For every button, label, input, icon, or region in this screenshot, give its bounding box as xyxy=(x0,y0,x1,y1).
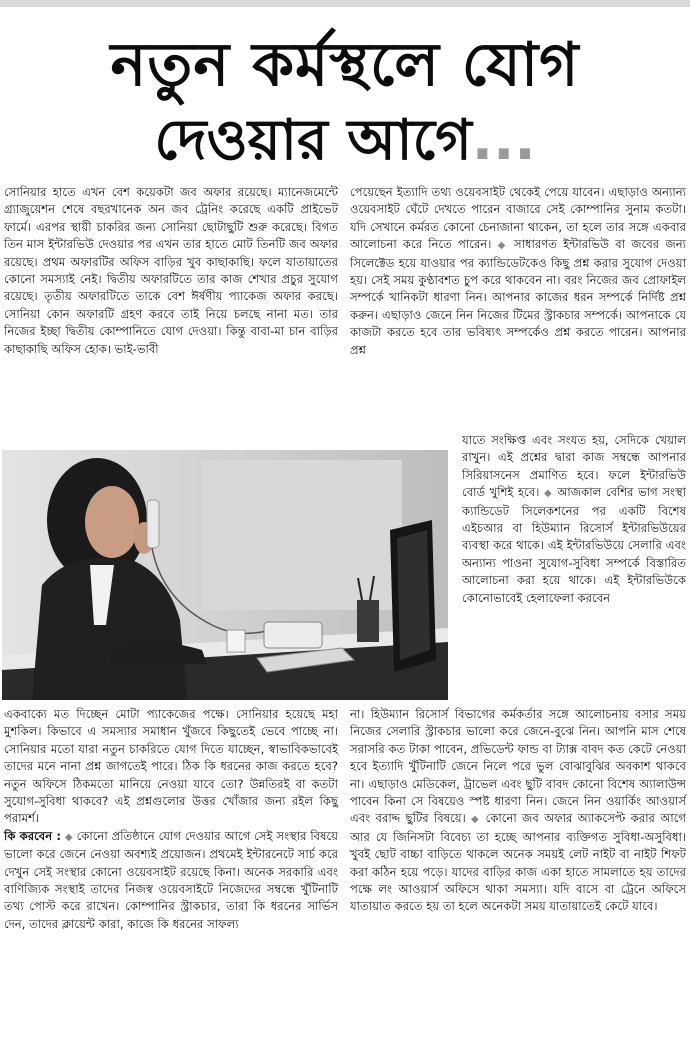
headline-dots: ... xyxy=(471,108,536,173)
paragraph-text: কোনো প্রতিষ্ঠানে যোগ দেওয়ার আগে সেই সংস্থার বিষয়ে ভালো করে জেনে নেওয়া অবশ্যই প্রয়োজন। প্রথমেই ইন্টারনেটে সার্চ করে দেখুন সেই সংস্থার কোনো ওয়েবসাইট রয়েছে কিনা। অনেক সরকারি এবং বাণিজ্যিক সংস্থাই তাদের নিজস্ব ওয়েবসাইটে নিজেদের সম্বন্ধে খুঁটিনাটি তথ্য পোস্ট করে রাখেন। কোম্পানির স্ট্রাকচার, তারা কি ধরনের সার্ভিস দেন, তাদের ক্লায়েন্ট কারা, কাজে কি ধরনের সাফল্য xyxy=(4,828,338,931)
paragraph xyxy=(462,432,686,607)
paragraph: সোনিয়ার হাতে এখন বেশ কয়েকটা জব অফার রয়েছে। ম্যানেজমেন্টে গ্র্যাজুয়েশন শেষে বছরখানেক অন জব ট্রেনিং করেছে একটি প্রাইভেট ফার্মে। এরপর স্থায়ী চাকরির জন্য সোনিয়া ছোটাছুটি শুরু করেছে। বিগত তিন মাস ইন্টারভিউ দেওয়ার পর এখন তার হাতে মোট তিনটি জব অফার রয়েছে। প্রথম অফারটির অফিস বাড়ির খুব কাছাকাছি। ফলে যাতায়াতের কোনো সমস্যাই নেই। দ্বিতীয় অফারটিতে তার কাজ শেখার প্রচুর সুযোগ রয়েছে। তৃতীয় অফারটিতে তাকে বেশ ঈর্ষণীয় প্যাকেজ অফার করছে। সোনিয়া কোন অফারটি গ্রহণ করবে তাই নিয়ে চলছে নানা মত। তার নিজের ইচ্ছা দ্বিতীয় কোম্পানিতে যোগ দেওয়া। কিন্তু বাবা-মা চান বাড়ির কাছাকাছি অফিস হোক। ভাই-ভাবী xyxy=(4,185,338,356)
bullet-icon: ◆ xyxy=(64,831,73,843)
office-woman-phone-photo xyxy=(2,450,448,700)
paragraph xyxy=(350,706,686,916)
headline-line-1: নতুন কর্মস্থলে যোগ xyxy=(110,30,580,100)
paragraph-text: সাধারণত ইন্টারভিউ বা জবের জন্য সিলেক্টেড হয়ে যাওয়ার পর ক্যান্ডিডেটকেও কিছু প্রশ্ন করার সুযোগ দেওয়া হয়। সেই সময় কুণ্ঠাবশত চুপ করে থাকবেন না। বরং নিজের জব প্রোফাইল সম্পর্কে খানিকটা ধারণা নিন। আপনার কাজের ধরন সম্পর্কে নির্দিষ্ট প্রশ্ন করুন। এছাড়াও জেনে নিন নিজের টিমের স্ট্রাকচার সম্পর্কে। আপনাকে যে কাজটা করতে হবে তার ভবিষ্যৎ সম্পর্কেও প্রশ্ন করতে পারেন। আপনার প্রশ্ন xyxy=(350,237,687,357)
paragraph-text: কোনো জব অফার অ্যাকসেপ্ট করার আগে আর যে জিনিসটা বিবেচ্য তা হচ্ছে আপনার ব্যক্তিগত সুবিধা-অসুবিধা। খুবই ছোট বাচ্চা বাড়িতে থাকলে অনেক সময়ই লেট নাইট বা নাইট শিফট করা কঠিন হয়ে পড়ে। যাদের বাড়ির কাজ একা হাতে সামলাতে হয় তাদের পক্ষে লং আওয়ার্স অফিসে থাকা সমস্যা। যদি বাসে বা ট্রেনে অফিসে যাতায়াত করতে হয় তা হলে অনেকটা সময় যাতায়াতেই কেটে যাবে। xyxy=(350,811,686,914)
bullet-icon: ◆ xyxy=(544,488,553,500)
paragraph xyxy=(4,828,338,933)
paragraph xyxy=(350,184,686,359)
article-column-right-bottom xyxy=(350,706,686,1036)
top-rule xyxy=(0,0,690,7)
section-lead: কি করবেন : xyxy=(4,828,61,843)
paragraph-text: পেয়েছেন ইত্যাদি তথ্য ওয়েবসাইট থেকেই পেয়ে যাবেন। এছাড়াও অন্যান্য ওয়েবসাইট ঘেঁটে দেখতে পারেন বাজারে সেই কোম্পানির সুনাম কতটা। যদি সেখানে কর্মরত কোনো চেনাজানা থাকেন, তা হলে তার সঙ্গে একবার আলোচনা করে নিতে পারেন। xyxy=(350,185,686,252)
headline-line-2 xyxy=(0,104,690,178)
headline-line-2-text: দেওয়ার আগে xyxy=(154,108,472,173)
paragraph-text: আজকাল বেশির ভাগ সংস্থা ক্যান্ডিডেট সিলেকশনের পর একটি বিশেষ এইচআর বা হিউম্যান রিসোর্স ইন্টারভিউয়ের ব্যবস্থা করে থাকে। এই ইন্টারভিউয়ে সেলারি এবং অন্যান্য পাওনা সুযোগ-সুবিধা সম্পর্কে বিস্তারিত আলোচনা করা হয়ে থাকে। এই ইন্টারভিউকে কোনোভাবেই হেলাফেলা করবেন xyxy=(462,485,687,605)
paragraph-text: না। হিউম্যান রিসোর্স বিভাগের কর্মকর্তার সঙ্গে আলোচনায় বসার সময় নিজের সেলারি স্ট্রাকচার ভালো করে জেনে-বুঝে নিন। আপনি মাস শেষে সরাসরি কত টাকা পাবেন, প্রভিডেন্ট ফান্ড বা ট্যাক্স বাবদ কত কেটে নেওয়া হবে ইত্যাদি খুঁটিনাটি জেনে নিলে পরে ভুল বোঝাবুঝির অবকাশ থাকবে না। এছাড়াও মেডিকেল, ট্রাভেল এবং ছুটি বাবদ কোনো বিশেষ অ্যালাউন্স পাবেন কিনা সে বিষয়েও স্পষ্ট ধারণা নিন। জেনে নিন ওয়ার্কিং আওয়ার্স এবং বরাদ্দ ছুটির বিষয়ে। xyxy=(350,707,686,826)
bullet-icon: ◆ xyxy=(471,814,481,826)
article-column-left-top xyxy=(4,184,338,454)
article-column-right-top xyxy=(350,184,686,454)
article-column-left-bottom xyxy=(4,706,338,1036)
article-column-right-mid xyxy=(462,432,686,704)
bullet-icon: ◆ xyxy=(497,240,508,252)
paragraph-text: যাতে সংক্ষিপ্ত এবং সংযত হয়, সেদিকে খেয়াল রাখুন। এই প্রশ্নের দ্বারা কাজ সম্বন্ধে আপনার সিরিয়াসনেস প্রমাণিত হবে। ফলে ইন্টারভিউ বোর্ড খুশিই হবে। xyxy=(462,433,686,500)
page-title xyxy=(0,26,690,178)
paragraph: একবাক্যে মত দিচ্ছেন মোটা প্যাকেজের পক্ষে। সোনিয়ার হয়েছে মহা মুশকিল। কিভাবে এ সমস্যার সমাধান খুঁজবে কিছুতেই ভেবে পাচ্ছে না। সোনিয়ার মতো যারা নতুন চাকরিতে যোগ দিতে যাচ্ছেন, স্বাভাবিকভাবেই তাদের মনে নানা প্রশ্ন জাগতেই পারে। ঠিক কি ধরনের কাজ করতে হবে? নতুন অফিসে ঠিকমতো মানিয়ে নেওয়া যাবে তো? উন্নতিরই বা কতটা সুযোগ-সুবিধা থাকবে? এই প্রশ্নগুলোর উত্তর খোঁজার জন্য রইল কিছু পরামর্শ। xyxy=(4,707,338,826)
